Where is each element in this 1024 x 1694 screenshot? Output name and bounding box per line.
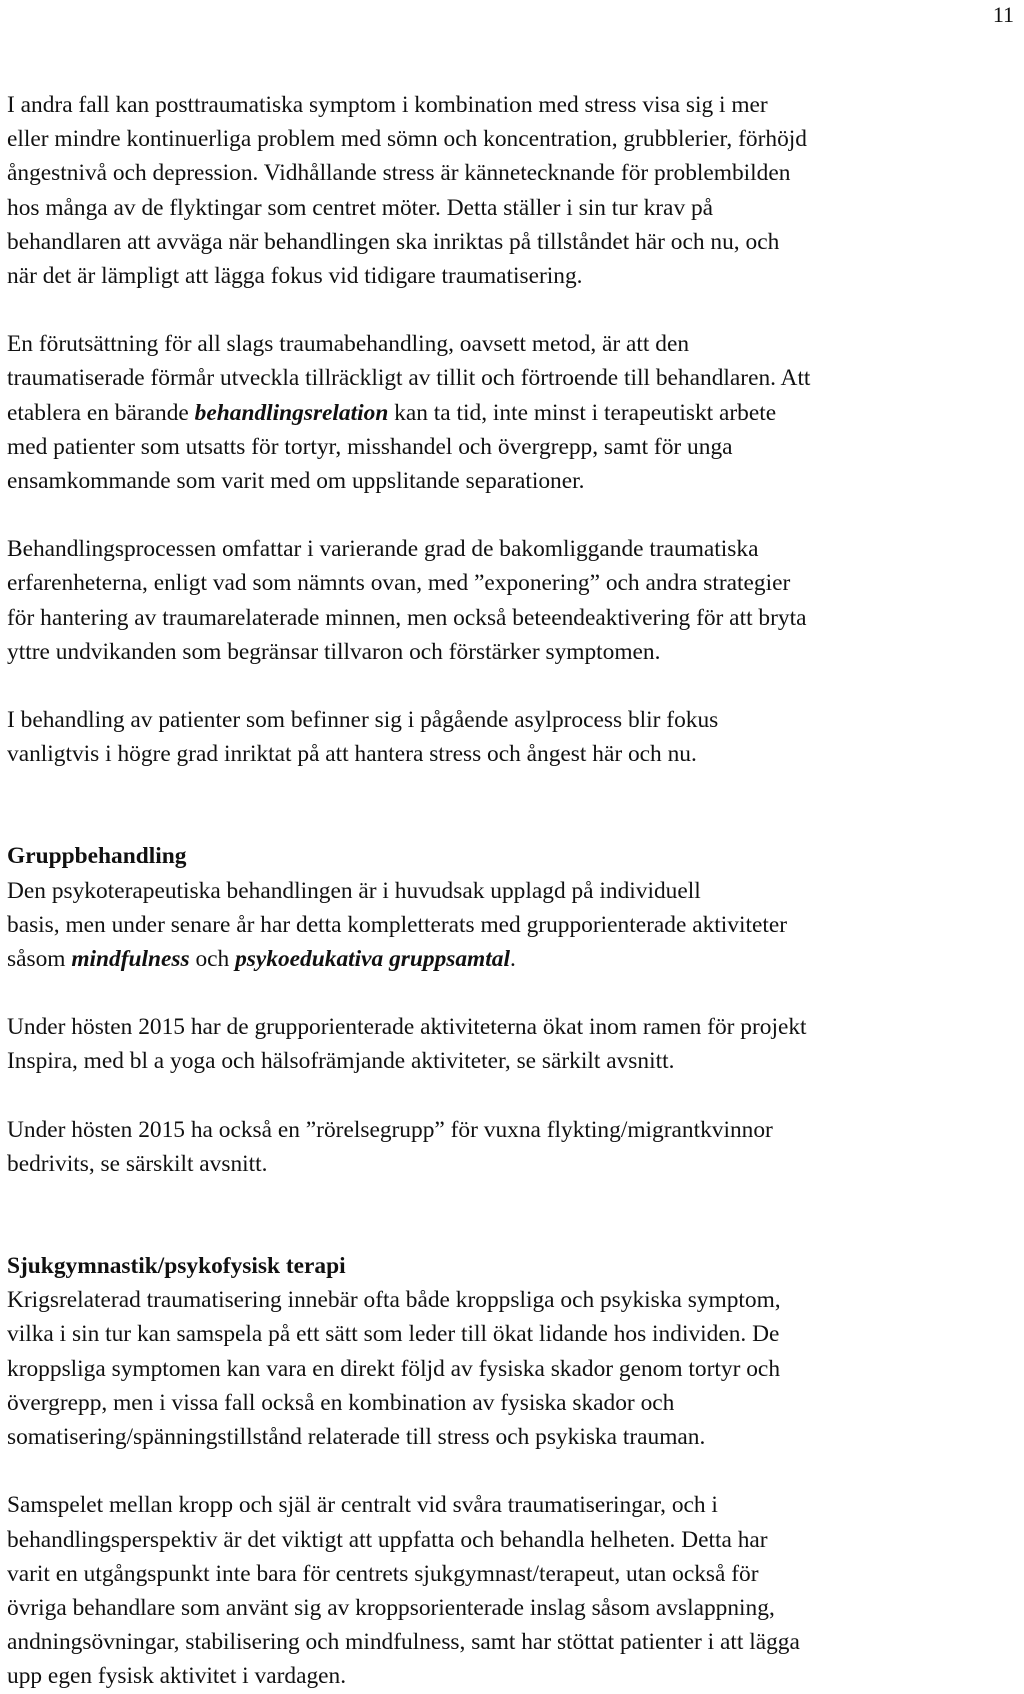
text-line: övriga behandlare som använt sig av kroppsorienterade inslag såsom avslappning, bbox=[7, 1594, 775, 1621]
page-number: 11 bbox=[992, 2, 1014, 27]
emphasis-term: psykoedukativa gruppsamtal bbox=[235, 946, 510, 973]
text-segment: . bbox=[509, 946, 516, 973]
paragraph-group-movement bbox=[7, 1113, 1019, 1181]
text-line: varit en utgångspunkt inte bara för centrets sjukgymnast/terapeut, utan också för bbox=[7, 1560, 759, 1587]
text-line: vilka i sin tur kan samspela på ett sätt som leder till ökat lidande hos individen. De bbox=[7, 1321, 780, 1348]
paragraph-group-inspira bbox=[7, 1010, 1019, 1078]
text-line: när det är lämpligt att lägga fokus vid tidigare traumatisering. bbox=[7, 263, 583, 290]
text-line: Den psykoterapeutiska behandlingen är i huvudsak upplagd på individuell bbox=[7, 877, 701, 904]
text-line: hos många av de flyktingar som centret möter. Detta ställer i sin tur krav på bbox=[7, 194, 714, 221]
text-line: för hantering av traumarelaterade minnen, men också beteendeaktivering för att bryta bbox=[7, 604, 807, 631]
emphasis-term: mindfulness bbox=[71, 946, 190, 973]
text-line: Krigsrelaterad traumatisering innebär ofta både kroppsliga och psykiska symptom, bbox=[7, 1287, 781, 1314]
text-line: eller mindre kontinuerliga problem med sömn och koncentration, grubblerier, förhöjd bbox=[7, 126, 807, 153]
text-segment: etablera en bärande bbox=[7, 399, 195, 426]
paragraph-treatment-relation bbox=[7, 327, 1019, 498]
text-line bbox=[7, 942, 1019, 976]
text-line: basis, men under senare år har detta kompletterats med grupporienterade aktiviteter bbox=[7, 911, 788, 938]
section-heading: Sjukgymnastik/psykofysisk terapi bbox=[7, 1253, 346, 1280]
text-line: I behandling av patienter som befinner sig i pågående asylprocess blir fokus bbox=[7, 707, 719, 734]
text-line: övergrepp, men i vissa fall också en kombination av fysiska skador och bbox=[7, 1389, 675, 1416]
paragraph-physio-holistic bbox=[7, 1488, 1019, 1693]
text-line: erfarenheterna, enligt vad som nämnts ovan, med ”exponering” och andra strategier bbox=[7, 570, 791, 597]
text-line: vanligtvis i högre grad inriktat på att hantera stress och ångest här och nu. bbox=[7, 741, 697, 768]
text-segment: och bbox=[189, 946, 236, 973]
text-line: En förutsättning för all slags traumabehandling, oavsett metod, är att den bbox=[7, 331, 690, 358]
text-segment: såsom bbox=[7, 946, 72, 973]
text-line: ångestnivå och depression. Vidhållande stress är kännetecknande för problembilden bbox=[7, 160, 791, 187]
text-line: yttre undvikanden som begränsar tillvaron och förstärker symptomen. bbox=[7, 638, 661, 665]
text-line: med patienter som utsatts för tortyr, misshandel och övergrepp, samt för unga bbox=[7, 433, 733, 460]
paragraph-posttraumatic-symptoms bbox=[7, 88, 1019, 293]
section-heading: Gruppbehandling bbox=[7, 843, 187, 870]
emphasis-term: behandlingsrelation bbox=[194, 399, 389, 426]
text-line: Inspira, med bl a yoga och hälsofrämjande aktiviteter, se särkilt avsnitt. bbox=[7, 1048, 675, 1075]
text-segment: kan ta tid, inte minst i terapeutiskt arbete bbox=[388, 399, 777, 426]
paragraph-asylum-process bbox=[7, 703, 1019, 771]
text-line: behandlingsperspektiv är det viktigt att uppfatta och behandla helheten. Detta har bbox=[7, 1526, 768, 1553]
text-line: I andra fall kan posttraumatiska symptom i kombination med stress visa sig i mer bbox=[7, 92, 768, 118]
paragraph-physio-symptoms bbox=[7, 1283, 1019, 1454]
text-line: traumatiserade förmår utveckla tillräckligt av tillit och förtroende till behandlaren. Att bbox=[7, 365, 811, 392]
text-line bbox=[7, 396, 1019, 430]
text-line: somatisering/spänningstillstånd relaterade till stress och psykiska trauman. bbox=[7, 1424, 706, 1451]
text-line: behandlaren att avväga när behandlingen ska inriktas på tillståndet här och nu, och bbox=[7, 228, 780, 255]
document-body bbox=[7, 88, 1019, 1694]
text-line: ensamkommande som varit med om uppslitande separationer. bbox=[7, 468, 585, 495]
paragraph-treatment-process bbox=[7, 532, 1019, 669]
text-line: Under hösten 2015 har de grupporienterade aktiviteterna ökat inom ramen för projekt bbox=[7, 1014, 807, 1041]
paragraph-group-intro bbox=[7, 874, 1019, 977]
text-line: upp egen fysisk aktivitet i vardagen. bbox=[7, 1663, 347, 1690]
section-physiotherapy bbox=[7, 1249, 1019, 1693]
text-line: Under hösten 2015 ha också en ”rörelsegrupp” för vuxna flykting/migrantkvinnor bbox=[7, 1116, 773, 1143]
section-group-treatment bbox=[7, 839, 1019, 1181]
text-line: bedrivits, se särskilt avsnitt. bbox=[7, 1150, 268, 1177]
text-line: kroppsliga symptomen kan vara en direkt följd av fysiska skador genom tortyr och bbox=[7, 1355, 781, 1382]
text-line: andningsövningar, stabilisering och mindfulness, samt har stöttat patienter i att lägga bbox=[7, 1629, 800, 1656]
text-line: Samspelet mellan kropp och själ är centralt vid svåra traumatiseringar, och i bbox=[7, 1492, 718, 1519]
text-line: Behandlingsprocessen omfattar i varierande grad de bakomliggande traumatiska bbox=[7, 536, 759, 563]
